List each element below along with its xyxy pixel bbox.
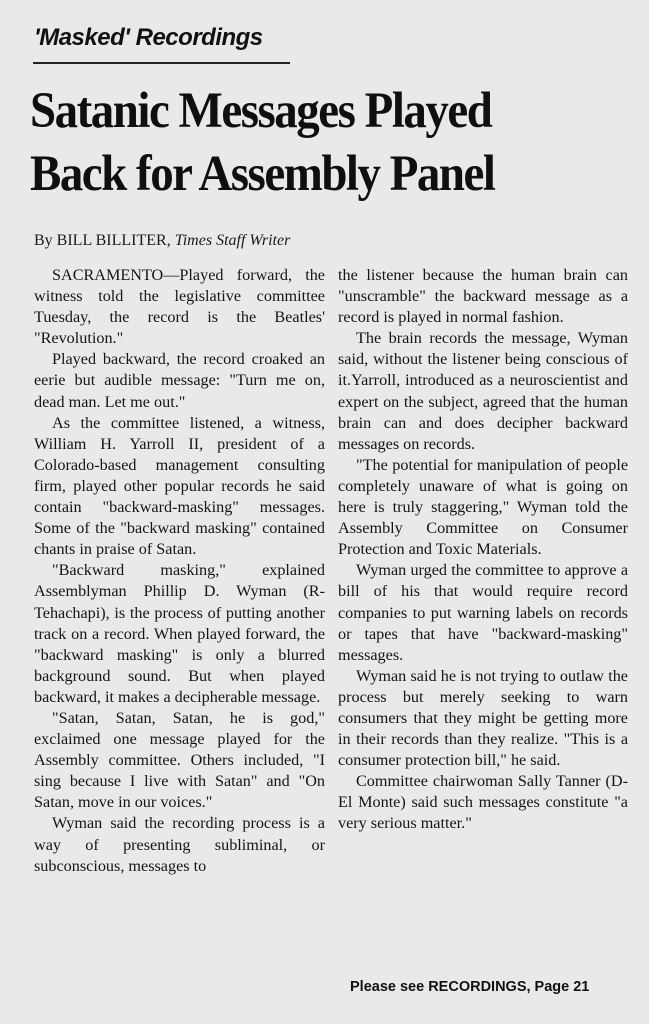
paragraph: Wyman said he is not trying to outlaw the process but merely seeking to warn consumers that they might be getting more in their records than they realize. "This is a consumer protection bill," he said. (338, 666, 628, 770)
paragraph: "Backward masking," explained Assemblyman Phillip D. Wyman (R-Tehachapi), is the process of putting another track on a record. When played forward, the "backward masking" is only a blurred background sound. But when played backward, it makes a decipherable message. (34, 561, 325, 706)
headline-line-2: Back for Assembly Panel (30, 146, 495, 202)
byline-author: By BILL BILLITER, (34, 232, 171, 249)
paragraph: "Satan, Satan, Satan, he is god," exclaimed one message played for the Assembly committee. Others included, "I sing because I live with Satan" and "On Satan, move in our voices." (34, 708, 325, 812)
paragraph: Played backward, the record croaked an eerie but audible message: "Turn me on, dead man. Let me out." (34, 350, 325, 411)
paragraph: The brain records the message, Wyman said, without the listener being conscious of it.Yarroll, introduced as a neuroscientist and expert on the subject, agreed that the human brain can and does decipher backward messages on records. (338, 329, 628, 453)
byline-role: Times Staff Writer (174, 232, 291, 249)
paragraph: "The potential for manipulation of people completely unaware of what is going on here is truly staggering," Wyman told the Assembly Committee on Consumer Protection and Toxic Materials. (338, 455, 628, 559)
section-kicker: 'Masked' Recordings (34, 24, 263, 51)
article-column-right (338, 265, 628, 835)
byline (34, 232, 290, 250)
paragraph: Wyman urged the committee to approve a bill of his that would require record companies to put warning labels on records or tapes that have "backward-masking" messages. (338, 561, 628, 664)
headline (30, 80, 591, 206)
paragraph: Committee chairwoman Sally Tanner (D-El Monte) said such messages constitute "a very serious matter." (338, 772, 628, 833)
headline-line-1: Satanic Messages Played (30, 83, 492, 139)
paragraph: SACRAMENTO—Played forward, the witness told the legislative committee Tuesday, the record is the Beatles' "Revolution." (34, 266, 325, 348)
paragraph: the listener because the human brain can "unscramble" the backward message as a record is played in normal fashion. (338, 266, 628, 327)
article-column-left (34, 265, 325, 877)
paragraph: Wyman said the recording process is a way of presenting subliminal, or subconscious, messages to (34, 814, 325, 875)
paragraph: As the committee listened, a witness, William H. Yarroll II, president of a Colorado-based management consulting firm, played other popular records he said contain "backward-masking" messages. Some of the "backward masking" contained chants in praise of Satan. (34, 413, 325, 559)
kicker-underline (33, 62, 290, 64)
continuation-line: Please see RECORDINGS, Page 21 (350, 979, 590, 995)
